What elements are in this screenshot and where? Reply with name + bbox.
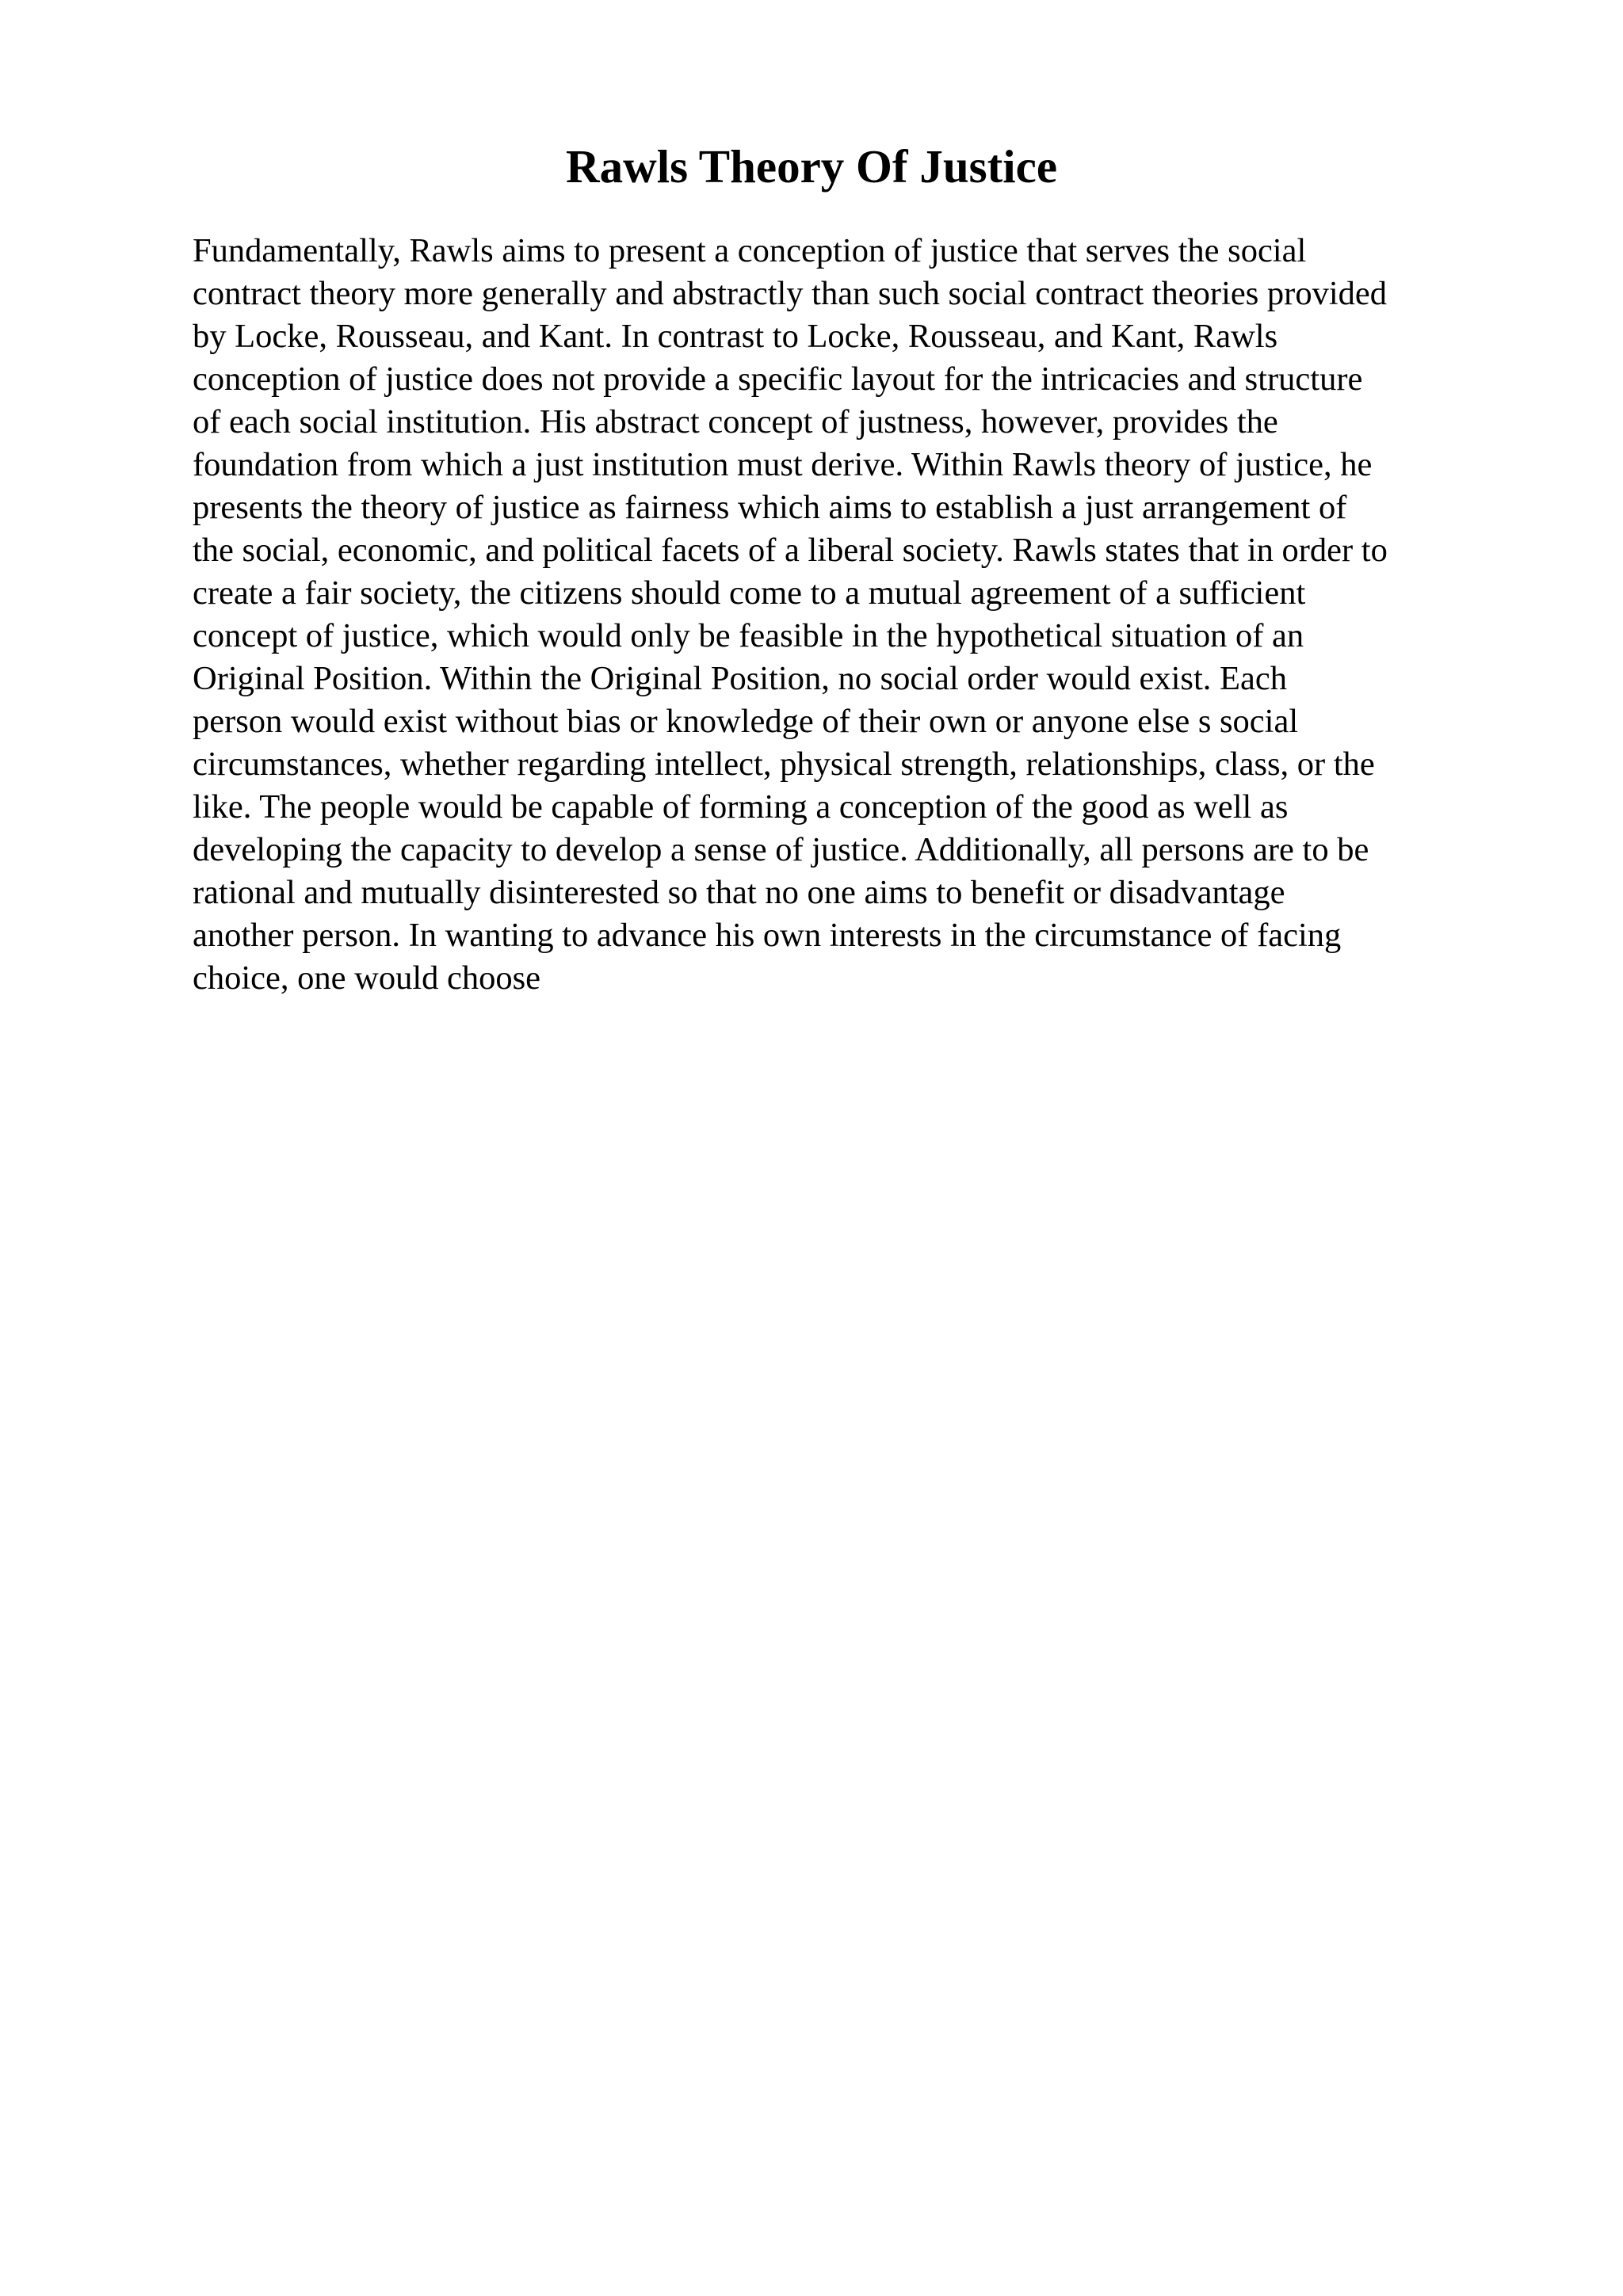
body-paragraph [193,230,1540,1000]
paragraph-line: conception of justice does not provide a specific layout for the intricacies and structure [193,360,1363,398]
paragraph-line: person would exist without bias or knowledge of their own or anyone else s social [193,703,1299,740]
paragraph-line: like. The people would be capable of forming a conception of the good as well as [193,788,1289,826]
paragraph-line: the social, economic, and political facets of a liberal society. Rawls states that in order to [193,532,1388,569]
paragraph-line: presents the theory of justice as fairness which aims to establish a just arrangement of [193,489,1347,526]
paragraph-line: contract theory more generally and abstractly than such social contract theories provided [193,275,1387,312]
paragraph-line: another person. In wanting to advance his own interests in the circumstance of facing [193,917,1342,954]
paragraph-line: choice, one would choose [193,959,541,997]
paragraph-line: foundation from which a just institution must derive. Within Rawls theory of justice, he [193,446,1373,483]
paragraph-line: Original Position. Within the Original Position, no social order would exist. Each [193,660,1287,697]
paragraph-line: by Locke, Rousseau, and Kant. In contrast to Locke, Rousseau, and Kant, Rawls [193,318,1278,355]
page-title: Rawls Theory Of Justice [565,140,1058,193]
paragraph-line: Fundamentally, Rawls aims to present a conception of justice that serves the social [193,232,1307,269]
paragraph-line: create a fair society, the citizens should come to a mutual agreement of a sufficient [193,574,1306,612]
paragraph-line: rational and mutually disinterested so that no one aims to benefit or disadvantage [193,874,1285,911]
paragraph-line: circumstances, whether regarding intellect, physical strength, relationships, class, or the [193,746,1375,783]
paragraph-line: concept of justice, which would only be feasible in the hypothetical situation of an [193,617,1304,654]
paragraph-line: of each social institution. His abstract concept of justness, however, provides the [193,403,1278,441]
paragraph-line: developing the capacity to develop a sense of justice. Additionally, all persons are to be [193,831,1369,868]
